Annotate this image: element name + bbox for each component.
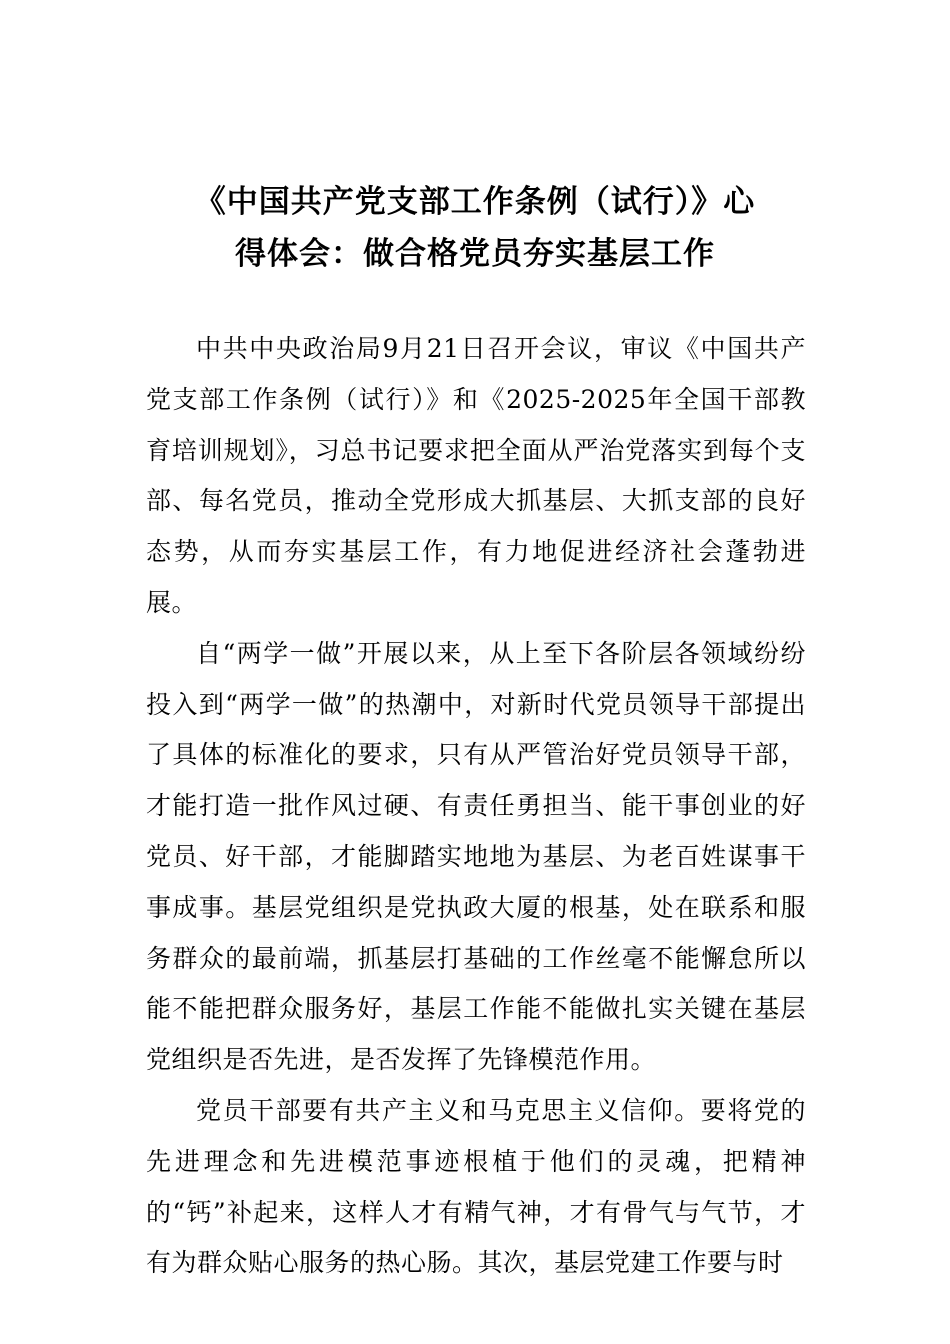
paragraph-2: 自“两学一做”开展以来，从上至下各阶层各领域纷纷投入到“两学一做”的热潮中，对新时代党员领导干部提出了具体的标准化的要求，只有从严管治好党员领导干部，才能打造一批作风过硬、有责任勇担当、能干事创业的好党员、好干部，才能脚踏实地地为基层、为老百姓谋事干事成事。基层党组织是党执政大厦的根基，处在联系和服务群众的最前端，抓基层打基础的工作丝毫不能懈怠所以能不能把群众服务好，基层工作能不能做扎实关键在基层党组织是否先进，是否发挥了先锋模范作用。 [146,638,806,1075]
document-title [150,176,800,280]
paragraph-3: 党员干部要有共产主义和马克思主义信仰。要将党的先进理念和先进模范事迹根植于他们的灵魂，把精神的“钙”补起来，这样人才有精气神，才有骨气与气节，才有为群众贴心服务的热心肠。其次，基层党建工作要与时 [146,1095,806,1278]
title-line-2: 得体会：做合格党员夯实基层工作 [235,236,715,272]
paragraph-1: 中共中央政治局9月21日召开会议，审议《中国共产党支部工作条例（试行）》和《2025-2025年全国干部教育培训规划》，习总书记要求把全面从严治党落实到每个支部、每名党员，推动全党形成大抓基层、大抓支部的良好态势，从而夯实基层工作，有力地促进经济社会蓬勃进展。 [146,334,806,617]
document-body [146,324,806,1289]
title-line-1: 《中国共产党支部工作条例（试行）》心 [194,184,756,220]
